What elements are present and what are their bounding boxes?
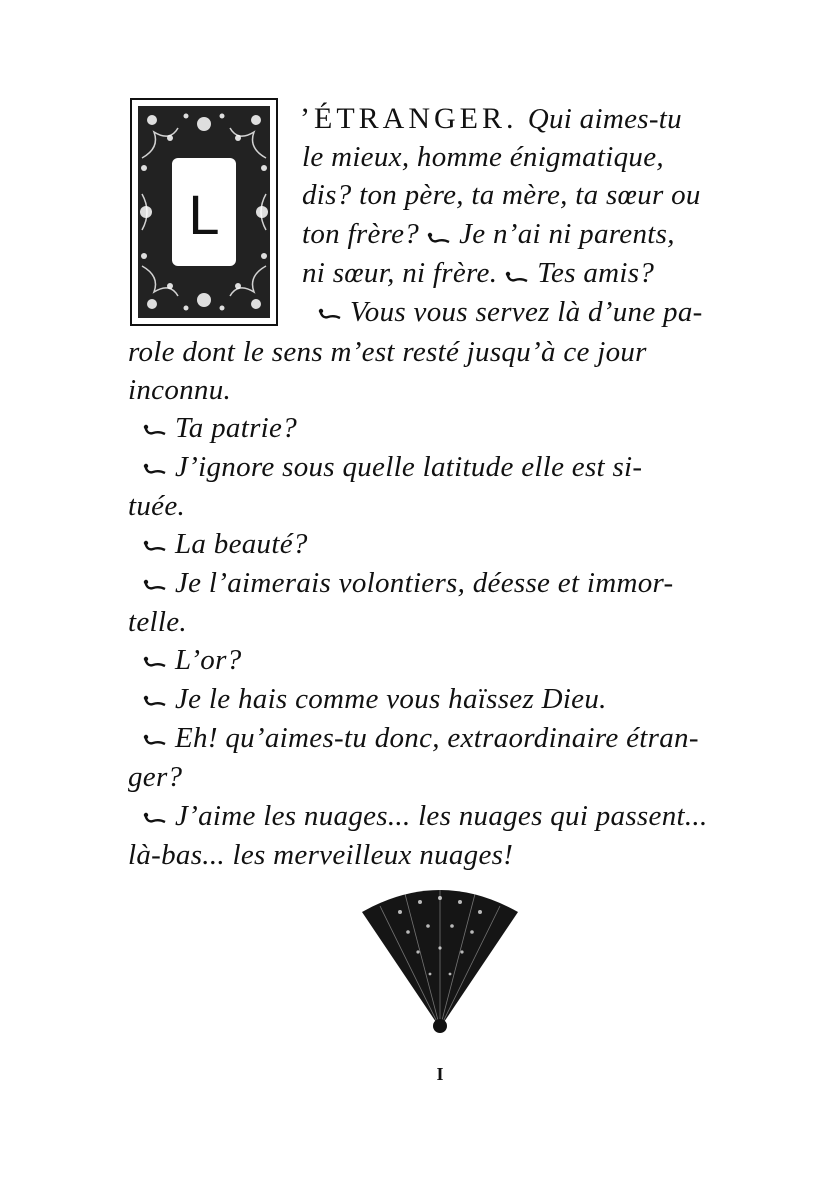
text-line-7: role dont le sens m’est resté jusqu’à ce jour: [128, 336, 647, 368]
text-line-12-text: La beauté?: [175, 528, 308, 560]
text-line-15-text: L’or?: [175, 644, 242, 676]
text-line-13-text: Je l’aimerais volontiers, déesse et immor-: [175, 567, 674, 599]
text-line-4: [302, 217, 675, 253]
text-line-1-rest: Qui aimes-tu: [527, 103, 682, 135]
hand-pointer-icon: [143, 462, 169, 476]
text-line-12: [143, 527, 308, 561]
hand-pointer-icon: [143, 578, 169, 592]
text-line-5: [302, 256, 654, 292]
hand-pointer-icon: [143, 655, 169, 669]
text-line-17-text: Eh! qu’aimes-tu donc, extraordinaire étran-: [175, 722, 699, 754]
hand-pointer-icon: [143, 733, 169, 747]
text-line-17: [143, 721, 699, 755]
text-line-10-text: J’ignore sous quelle latitude elle est si-: [175, 451, 643, 483]
text-line-1: [300, 102, 682, 136]
text-line-4a: ton frère?: [302, 218, 420, 250]
text-line-15: [143, 643, 242, 677]
hand-pointer-icon: [143, 811, 169, 825]
text-line-9: [143, 411, 297, 445]
page-number: I: [436, 1064, 444, 1084]
hand-pointer-icon: [318, 307, 344, 321]
text-line-5b: Tes amis?: [537, 257, 655, 289]
text-line-14: telle.: [128, 606, 187, 638]
text-line-18: ger?: [128, 761, 183, 793]
hand-pointer-icon: [143, 539, 169, 553]
fan-ornament: [360, 882, 520, 1034]
text-line-5a: ni sœur, ni frère.: [302, 257, 498, 289]
opening-word: ’ÉTRANGER.: [300, 102, 518, 135]
dropcap-letter: L: [188, 183, 220, 246]
text-line-9-text: Ta patrie?: [175, 412, 297, 444]
text-line-4b: Je n’ai ni parents,: [459, 218, 675, 250]
text-line-16: [143, 682, 607, 716]
dropcap-ornament: [130, 98, 278, 326]
text-line-3: dis? ton père, ta mère, ta sœur ou: [302, 179, 701, 211]
text-line-20: là-bas... les merveilleux nuages!: [128, 839, 514, 871]
text-line-6: [318, 295, 703, 329]
text-line-16-text: Je le hais comme vous haïssez Dieu.: [175, 683, 607, 715]
text-line-11: tuée.: [128, 490, 186, 522]
hand-pointer-icon: [143, 423, 169, 437]
hand-pointer-icon: [427, 219, 451, 253]
text-line-6-text: Vous vous servez là d’une pa-: [350, 296, 703, 328]
hand-pointer-icon: [505, 258, 529, 292]
text-line-13: [143, 566, 673, 600]
text-line-10: [143, 450, 642, 484]
text-line-8: inconnu.: [128, 374, 232, 406]
hand-pointer-icon: [143, 694, 169, 708]
text-line-2: le mieux, homme énigmatique,: [302, 141, 664, 173]
text-line-19-text: J’aime les nuages... les nuages qui passent...: [175, 800, 708, 832]
text-line-19: [143, 799, 708, 833]
